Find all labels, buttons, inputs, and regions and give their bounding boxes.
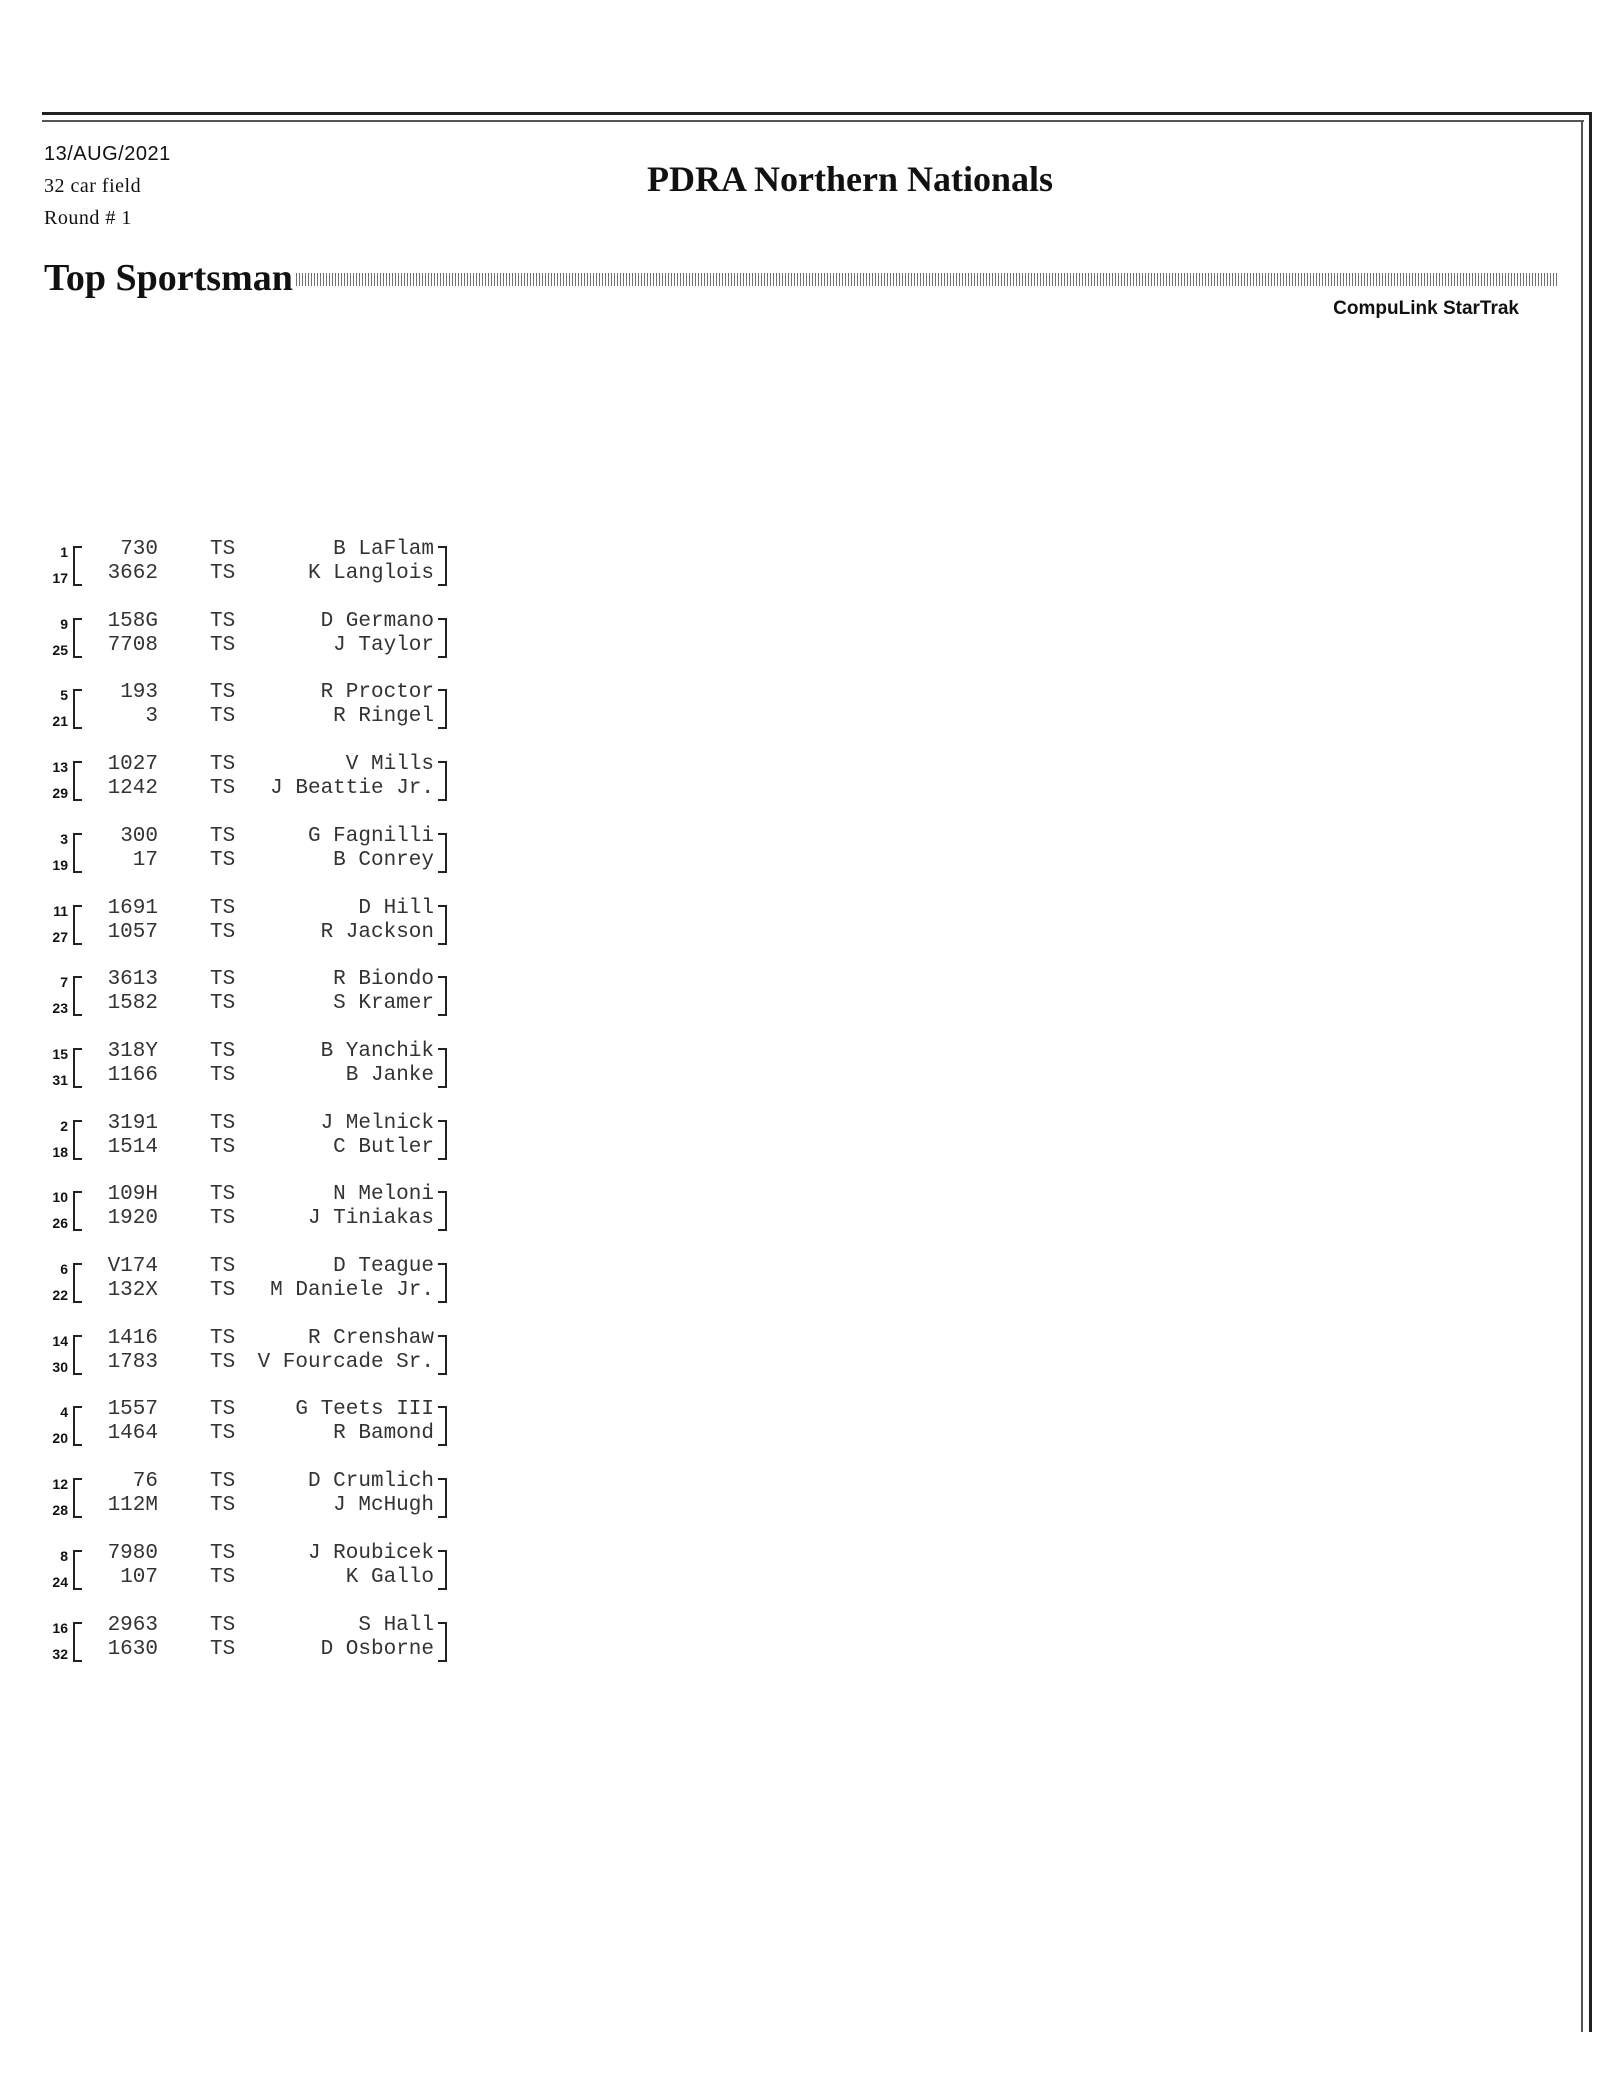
right-bracket-line — [438, 1622, 447, 1662]
car-number-bottom: 7708 — [107, 634, 158, 657]
right-bracket-line — [438, 833, 447, 873]
seed-number-top: 16 — [52, 1620, 68, 1636]
driver-name-top: G Fagnilli — [307, 825, 434, 848]
seed-number-top: 15 — [52, 1046, 68, 1062]
pairing-row — [0, 1327, 600, 1379]
class-code-top: TS — [210, 968, 236, 991]
car-number-top: 1416 — [107, 1327, 158, 1350]
right-bracket-line — [438, 1335, 447, 1375]
car-number-bottom: 1057 — [107, 921, 158, 944]
right-bracket-line — [438, 1191, 447, 1231]
seed-number-bottom: 21 — [52, 713, 68, 729]
right-bracket-line — [438, 905, 447, 945]
driver-name-bottom: D Osborne — [320, 1638, 434, 1661]
seed-number-top: 14 — [52, 1333, 68, 1349]
class-code-top: TS — [210, 1112, 236, 1135]
left-bracket-line — [73, 761, 82, 801]
driver-name-bottom: B Janke — [345, 1064, 434, 1087]
pairing-row — [0, 538, 600, 590]
pairing-row — [0, 1040, 600, 1092]
seed-number-top: 10 — [52, 1189, 68, 1205]
seed-number-bottom: 27 — [52, 929, 68, 945]
event-title: PDRA Northern Nationals — [647, 159, 1053, 199]
class-code-top: TS — [210, 610, 236, 633]
driver-name-top: R Proctor — [320, 681, 434, 704]
driver-name-bottom: J Taylor — [333, 634, 434, 657]
software-credit: CompuLink StarTrak — [1333, 298, 1519, 319]
class-code-top: TS — [210, 1255, 236, 1278]
driver-name-top: R Biondo — [333, 968, 434, 991]
left-bracket-line — [73, 1550, 82, 1590]
car-number-top: 2963 — [107, 1614, 158, 1637]
seed-number-top: 3 — [60, 831, 68, 847]
seed-number-top: 6 — [60, 1261, 68, 1277]
class-code-top: TS — [210, 681, 236, 704]
seed-number-top: 11 — [53, 903, 68, 919]
left-bracket-line — [73, 1191, 82, 1231]
race-date: 13/AUG/2021 — [44, 143, 171, 165]
pairing-row — [0, 1614, 600, 1666]
car-number-top: 300 — [120, 825, 158, 848]
car-number-bottom: 1920 — [107, 1207, 158, 1230]
pairing-row — [0, 825, 600, 877]
driver-name-top: D Germano — [320, 610, 434, 633]
left-bracket-line — [73, 1048, 82, 1088]
car-number-bottom: 3662 — [107, 562, 158, 585]
class-code-bottom: TS — [210, 634, 236, 657]
seed-number-bottom: 20 — [52, 1430, 68, 1446]
class-code-bottom: TS — [210, 992, 236, 1015]
class-code-top: TS — [210, 1542, 236, 1565]
car-number-bottom: 1464 — [107, 1422, 158, 1445]
driver-name-top: D Crumlich — [307, 1470, 434, 1493]
car-number-bottom: 107 — [120, 1566, 158, 1589]
car-number-top: V174 — [107, 1255, 158, 1278]
class-code-bottom: TS — [210, 777, 236, 800]
left-bracket-line — [73, 1120, 82, 1160]
class-code-bottom: TS — [210, 1638, 236, 1661]
right-bracket-line — [438, 1263, 447, 1303]
car-number-bottom: 3 — [145, 705, 158, 728]
class-code-bottom: TS — [210, 1207, 236, 1230]
seed-number-bottom: 22 — [52, 1287, 68, 1303]
driver-name-bottom: B Conrey — [333, 849, 434, 872]
seed-number-bottom: 17 — [52, 570, 68, 586]
driver-name-top: V Mills — [345, 753, 434, 776]
car-number-top: 7980 — [107, 1542, 158, 1565]
driver-name-bottom: R Bamond — [333, 1422, 434, 1445]
pairing-row — [0, 753, 600, 805]
left-bracket-line — [73, 1406, 82, 1446]
right-bracket-line — [438, 1048, 447, 1088]
pairing-row — [0, 968, 600, 1020]
seed-number-top: 2 — [60, 1118, 68, 1134]
car-number-top: 3191 — [107, 1112, 158, 1135]
class-code-top: TS — [210, 1398, 236, 1421]
driver-name-top: D Hill — [358, 897, 434, 920]
car-number-top: 1557 — [107, 1398, 158, 1421]
pairing-row — [0, 681, 600, 733]
pairing-row — [0, 610, 600, 662]
class-code-bottom: TS — [210, 562, 236, 585]
seed-number-top: 13 — [52, 759, 68, 775]
right-bracket-line — [438, 1550, 447, 1590]
seed-number-bottom: 19 — [52, 857, 68, 873]
driver-name-bottom: M Daniele Jr. — [270, 1279, 434, 1302]
driver-name-bottom: S Kramer — [333, 992, 434, 1015]
left-bracket-line — [73, 1263, 82, 1303]
car-number-bottom: 132X — [107, 1279, 158, 1302]
seed-number-top: 7 — [60, 974, 68, 990]
car-number-bottom: 17 — [132, 849, 158, 872]
pairing-row — [0, 1255, 600, 1307]
right-bracket-line — [438, 1478, 447, 1518]
car-number-top: 193 — [120, 681, 158, 704]
pairing-row — [0, 1112, 600, 1164]
right-bracket-line — [438, 618, 447, 658]
pairing-row — [0, 1542, 600, 1594]
driver-name-bottom: K Langlois — [307, 562, 434, 585]
left-bracket-line — [73, 1478, 82, 1518]
driver-name-bottom: R Jackson — [320, 921, 434, 944]
seed-number-top: 8 — [60, 1548, 68, 1564]
class-code-top: TS — [210, 753, 236, 776]
car-number-top: 1027 — [107, 753, 158, 776]
seed-number-top: 12 — [52, 1476, 68, 1492]
class-code-top: TS — [210, 825, 236, 848]
driver-name-bottom: J Tiniakas — [307, 1207, 434, 1230]
driver-name-bottom: C Butler — [333, 1136, 434, 1159]
seed-number-bottom: 25 — [52, 642, 68, 658]
right-bracket-line — [438, 689, 447, 729]
seed-number-top: 4 — [60, 1404, 68, 1420]
right-bracket-line — [438, 761, 447, 801]
seed-number-top: 9 — [60, 616, 68, 632]
car-number-bottom: 1630 — [107, 1638, 158, 1661]
driver-name-top: R Crenshaw — [307, 1327, 434, 1350]
class-code-top: TS — [210, 538, 236, 561]
class-code-top: TS — [210, 1040, 236, 1063]
driver-name-bottom: J McHugh — [333, 1494, 434, 1517]
driver-name-top: D Teague — [333, 1255, 434, 1278]
car-number-bottom: 1582 — [107, 992, 158, 1015]
seed-number-top: 1 — [60, 544, 68, 560]
driver-name-top: J Melnick — [320, 1112, 434, 1135]
seed-number-bottom: 24 — [52, 1574, 68, 1590]
driver-name-top: S Hall — [358, 1614, 434, 1637]
left-bracket-line — [73, 905, 82, 945]
right-bracket-line — [438, 1406, 447, 1446]
car-number-bottom: 1514 — [107, 1136, 158, 1159]
seed-number-bottom: 29 — [52, 785, 68, 801]
seed-number-bottom: 26 — [52, 1215, 68, 1231]
right-bracket-line — [438, 1120, 447, 1160]
driver-name-bottom: R Ringel — [333, 705, 434, 728]
car-number-top: 158G — [107, 610, 158, 633]
car-number-bottom: 112M — [107, 1494, 158, 1517]
left-bracket-line — [73, 618, 82, 658]
class-code-bottom: TS — [210, 705, 236, 728]
class-code-top: TS — [210, 1183, 236, 1206]
class-code-bottom: TS — [210, 1279, 236, 1302]
seed-number-bottom: 32 — [52, 1646, 68, 1662]
pairing-row — [0, 1470, 600, 1522]
class-code-top: TS — [210, 1470, 236, 1493]
seed-number-bottom: 28 — [52, 1502, 68, 1518]
seed-number-bottom: 23 — [52, 1000, 68, 1016]
driver-name-top: B LaFlam — [333, 538, 434, 561]
seed-number-bottom: 18 — [52, 1144, 68, 1160]
car-number-top: 109H — [107, 1183, 158, 1206]
left-bracket-line — [73, 1335, 82, 1375]
pairing-row — [0, 1398, 600, 1450]
round-number: Round # 1 — [44, 207, 132, 229]
right-bracket-line — [438, 976, 447, 1016]
pairing-row — [0, 897, 600, 949]
pairing-row — [0, 1183, 600, 1235]
driver-name-top: B Yanchik — [320, 1040, 434, 1063]
driver-name-top: G Teets III — [295, 1398, 434, 1421]
seed-number-bottom: 30 — [52, 1359, 68, 1375]
left-bracket-line — [73, 976, 82, 1016]
left-bracket-line — [73, 546, 82, 586]
car-number-bottom: 1783 — [107, 1351, 158, 1374]
car-number-top: 730 — [120, 538, 158, 561]
class-code-top: TS — [210, 1614, 236, 1637]
driver-name-bottom: J Beattie Jr. — [270, 777, 434, 800]
car-number-bottom: 1242 — [107, 777, 158, 800]
class-code-bottom: TS — [210, 1494, 236, 1517]
seed-number-bottom: 31 — [52, 1072, 68, 1088]
class-code-bottom: TS — [210, 1566, 236, 1589]
car-number-top: 76 — [132, 1470, 158, 1493]
seed-number-top: 5 — [60, 687, 68, 703]
left-bracket-line — [73, 833, 82, 873]
class-code-bottom: TS — [210, 1064, 236, 1087]
left-bracket-line — [73, 689, 82, 729]
car-number-bottom: 1166 — [107, 1064, 158, 1087]
page-frame-right-line — [1589, 112, 1592, 2032]
page-frame-right-inner-line — [1581, 120, 1583, 2032]
driver-name-top: J Roubicek — [307, 1542, 434, 1565]
driver-name-bottom: V Fourcade Sr. — [257, 1351, 434, 1374]
car-number-top: 3613 — [107, 968, 158, 991]
class-title: Top Sportsman — [44, 257, 293, 299]
car-number-top: 1691 — [107, 897, 158, 920]
class-code-top: TS — [210, 897, 236, 920]
left-bracket-line — [73, 1622, 82, 1662]
driver-name-top: N Meloni — [333, 1183, 434, 1206]
class-code-top: TS — [210, 1327, 236, 1350]
driver-name-bottom: K Gallo — [345, 1566, 434, 1589]
right-bracket-line — [438, 546, 447, 586]
class-code-bottom: TS — [210, 1422, 236, 1445]
class-code-bottom: TS — [210, 1136, 236, 1159]
class-code-bottom: TS — [210, 1351, 236, 1374]
car-field-count: 32 car field — [44, 175, 142, 197]
car-number-top: 318Y — [107, 1040, 158, 1063]
class-code-bottom: TS — [210, 921, 236, 944]
bracket-pairings — [0, 0, 600, 2077]
class-code-bottom: TS — [210, 849, 236, 872]
